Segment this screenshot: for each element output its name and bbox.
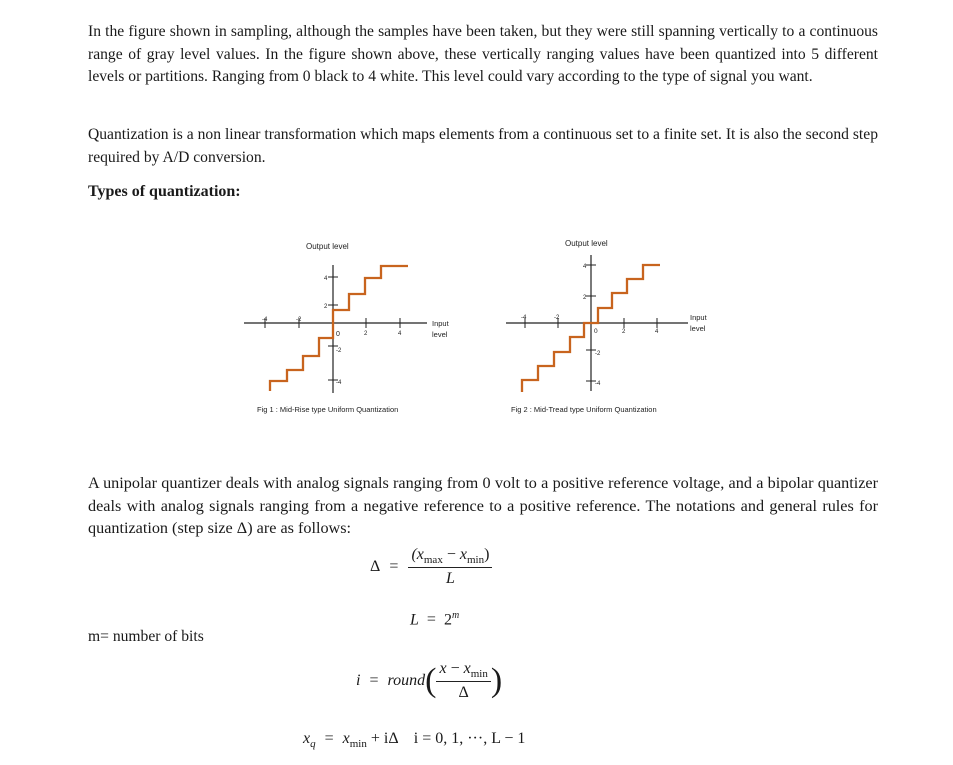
eq-max-sub: max [423, 554, 443, 567]
fig2-xtick-label: 2 [622, 329, 626, 335]
eq3-delta: Δ [458, 684, 469, 702]
fig1-y-axis-label: Output level [306, 242, 349, 251]
eq-close-paren: ) [484, 546, 490, 563]
equation-quantized-value [303, 730, 525, 750]
eq4-equals: = [324, 730, 334, 747]
fig1-ytick-label: -4 [336, 380, 342, 386]
eq-min-sub: min [466, 554, 485, 567]
eq4-xmin: x [342, 730, 350, 747]
eq4-min-sub: min [349, 738, 367, 751]
eq3-xmin: x [463, 660, 471, 677]
eq2-m: m [451, 610, 460, 621]
fig2-x-axis-label: level [690, 324, 706, 333]
fig2-ytick-label: 4 [583, 264, 587, 270]
eq-equals: = [389, 557, 399, 575]
fig2-xtick-label: -4 [521, 315, 527, 321]
eq-L: L [445, 570, 455, 588]
fig1-x-axis-label: level [432, 330, 448, 339]
fig1-caption: Fig 1 : Mid-Rise type Uniform Quantization [257, 405, 399, 414]
fig2-ytick-label: -2 [595, 351, 601, 357]
fig1-xtick-label: 2 [364, 331, 368, 337]
fig1-ytick-label: 2 [324, 304, 328, 310]
eq4-x: x [303, 730, 311, 747]
fig2-ytick-label: -4 [595, 381, 601, 387]
figure-mid-tread [506, 239, 708, 414]
eq-xmax: (x [411, 546, 424, 563]
fig1-x-axis-label: Input [432, 319, 449, 328]
fig1-xtick-label: -2 [296, 317, 302, 323]
fig1-xtick-label: -4 [262, 317, 268, 323]
eq2-equals: = [426, 611, 436, 629]
eq2-L: L [410, 611, 419, 629]
fig1-xtick-label: 4 [398, 331, 402, 337]
figure-mid-rise [244, 242, 450, 414]
paragraph-sampling: In the figure shown in sampling, although the samples have been taken, but they were still spanning vertically to a continuous range of gray level values. In the figure shown above, these vertically ranging values have been quantized into 5 different levels or partitions. Ranging from 0 black to 4 white. This level could vary according to the type of signal you want. [88, 23, 878, 85]
eq3-min-sub: min [470, 668, 488, 681]
eq3-i: i [356, 671, 361, 689]
eq3-fraction [436, 660, 490, 702]
eq4-plus: + iΔ [366, 730, 398, 747]
m-definition: m= number of bits [88, 628, 204, 645]
fig2-xtick-label: 4 [655, 329, 659, 335]
section-heading: Types of quantization: [88, 183, 241, 200]
eq-minus: − [442, 546, 460, 563]
fig2-caption: Fig 2 : Mid-Tread type Uniform Quantization [511, 405, 657, 414]
eq-fraction [408, 546, 492, 588]
equation-levels [410, 610, 459, 629]
eq-xmin: x [459, 546, 467, 563]
eq3-equals: = [369, 671, 379, 689]
eq3-minus: − [446, 660, 464, 677]
fig2-y-axis-label: Output level [565, 239, 608, 248]
fig1-xtick-label: 0 [336, 331, 340, 338]
fig1-ytick-label: -2 [336, 348, 342, 354]
fig2-ytick-label: 2 [583, 295, 587, 301]
eq3-round: round [387, 671, 426, 689]
eq3-x: x [439, 660, 447, 677]
eq2-two: 2 [443, 611, 452, 629]
equation-index: i = round( $\frac{x - x_{min}}{\Delta}$ ) [356, 660, 503, 702]
equation-step-size [370, 546, 492, 588]
fig1-staircase [270, 266, 408, 391]
paragraph-quantizer-types: A unipolar quantizer deals with analog signals ranging from 0 volt to a positive reference voltage, and a bipolar quantizer deals with analog signals ranging from a negative reference to a positive reference. The notations and general rules for quantization (step size Δ) are as follows: [88, 474, 878, 537]
fig2-xtick-label: 0 [594, 328, 598, 335]
paragraph-quantization-definition: Quantization is a non linear transformation which maps elements from a continuous set to a finite set. It is also the second step required by A/D conversion. [88, 126, 878, 166]
eq-delta: Δ [370, 557, 380, 575]
eq4-range: i = 0, 1, ···, L − 1 [413, 730, 526, 747]
fig2-xtick-label: -2 [554, 315, 560, 321]
eq4-q-sub: q [310, 738, 316, 751]
fig1-ytick-label: 4 [324, 276, 328, 282]
fig2-x-axis-label: Input [690, 313, 707, 322]
